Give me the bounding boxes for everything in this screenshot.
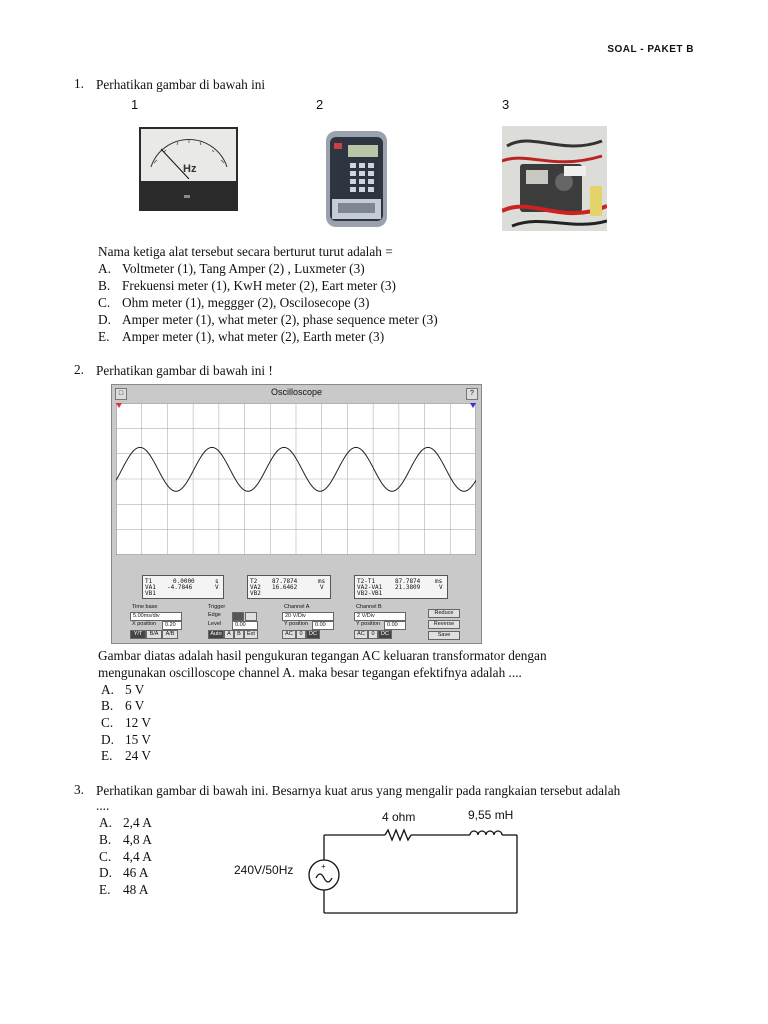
q2-description-line-2: mengunakan oscilloscope channel A. maka besar tegangan efektifnya adalah .... bbox=[98, 665, 522, 680]
channel-b-ypos-field[interactable]: 0.00 bbox=[384, 621, 406, 630]
channel-b-scale-field[interactable]: 2 V/Div bbox=[354, 612, 406, 621]
ba-button[interactable]: B/A bbox=[146, 630, 162, 639]
q1-option-c bbox=[98, 294, 369, 311]
option-letter: D. bbox=[101, 732, 114, 747]
option-letter: A. bbox=[101, 682, 114, 697]
option-text: Ohm meter (1), meggger (2), Oscilosecope (3) bbox=[122, 295, 370, 310]
resistor-label: 4 ohm bbox=[382, 810, 416, 824]
option-text: 4,8 A bbox=[123, 832, 152, 847]
reduce-button[interactable]: Reduce bbox=[428, 609, 460, 618]
rlc-circuit-diagram bbox=[230, 802, 530, 922]
page-header: SOAL - PAKET B bbox=[607, 44, 694, 55]
readout-key: VA1 bbox=[145, 584, 156, 591]
option-text: Amper meter (1), what meter (2), Earth meter (3) bbox=[122, 329, 385, 344]
option-text: 5 V bbox=[125, 682, 145, 697]
readout-value: 87.7874 bbox=[272, 578, 298, 585]
q1-option-b bbox=[98, 277, 396, 294]
frequency-meter-image bbox=[139, 127, 238, 211]
readout-key: VB2 bbox=[250, 590, 261, 597]
q3-option-d bbox=[99, 864, 149, 881]
readout-key: VB1 bbox=[145, 590, 156, 597]
option-letter: E. bbox=[99, 882, 111, 897]
q1-option-d bbox=[98, 311, 438, 328]
option-letter: E. bbox=[101, 748, 113, 763]
yt-button[interactable]: Y/T bbox=[130, 630, 146, 639]
channel-a-scale-field[interactable]: 20 V/Div bbox=[282, 612, 334, 621]
trigger-a-button[interactable]: A bbox=[224, 630, 234, 639]
option-letter: C. bbox=[98, 295, 111, 310]
option-text: 15 V bbox=[125, 732, 151, 747]
readout-value: -4.7846 bbox=[167, 584, 193, 591]
option-text: Amper meter (1), what meter (2), phase sequence meter (3) bbox=[122, 312, 438, 327]
option-letter: B. bbox=[99, 832, 112, 847]
readout-value: 87.7874 bbox=[395, 578, 421, 585]
edge-falling-button[interactable] bbox=[245, 612, 257, 621]
option-text: 48 A bbox=[123, 882, 149, 897]
q2-description-line-1: Gambar diatas adalah hasil pengukuran tegangan AC keluaran transformator dengan bbox=[98, 648, 547, 663]
q3-option-b bbox=[99, 831, 152, 848]
q2-option-a bbox=[101, 681, 144, 698]
inductor-symbol bbox=[470, 831, 502, 835]
option-text: 46 A bbox=[123, 865, 149, 880]
q3-number: 3. bbox=[74, 782, 84, 797]
channel-a-zero-button[interactable]: 0 bbox=[296, 630, 306, 639]
earth-tester-image bbox=[502, 126, 607, 231]
inductor-label: 9,55 mH bbox=[468, 808, 514, 822]
edge-label: Edge bbox=[208, 612, 221, 618]
q3-text-continuation: .... bbox=[96, 798, 110, 813]
oscilloscope-title: Oscilloscope bbox=[270, 387, 323, 397]
resistor-symbol bbox=[385, 830, 411, 840]
trigger-ext-button[interactable]: Ext bbox=[244, 630, 258, 639]
level-label: Level bbox=[208, 621, 222, 627]
q1-option-e bbox=[98, 328, 384, 345]
readout-unit: V bbox=[439, 584, 443, 591]
option-text: 24 V bbox=[125, 748, 151, 763]
readout-value: 16.6462 bbox=[272, 584, 298, 591]
channel-b-label: Channel B bbox=[356, 604, 382, 610]
edge-rising-button[interactable] bbox=[232, 612, 244, 621]
q1-prompt: Nama ketiga alat tersebut secara berturut turut adalah = bbox=[98, 244, 393, 259]
option-text: Voltmeter (1), Tang Amper (2) , Luxmeter (3) bbox=[122, 261, 365, 276]
q2-number: 2. bbox=[74, 362, 84, 377]
readout-key: T1 bbox=[145, 578, 153, 585]
q1-label-2: 2 bbox=[316, 97, 324, 112]
readout-t2 bbox=[247, 575, 331, 599]
q1-label-1: 1 bbox=[131, 97, 139, 112]
option-letter: C. bbox=[99, 849, 112, 864]
option-text: 6 V bbox=[125, 698, 145, 713]
q2-option-d bbox=[101, 731, 151, 748]
readout-unit: V bbox=[215, 584, 219, 591]
readout-t2-t1 bbox=[354, 575, 448, 599]
option-letter: B. bbox=[98, 278, 111, 293]
option-text: Frekuensi meter (1), KwH meter (2), Eart meter (3) bbox=[122, 278, 396, 293]
readout-value: 0.0000 bbox=[173, 578, 195, 585]
option-letter: A. bbox=[99, 815, 112, 830]
xpos-field[interactable]: 0.20 bbox=[162, 621, 182, 630]
readout-key: VA2 bbox=[250, 584, 261, 591]
q1-text: Perhatikan gambar di bawah ini bbox=[96, 77, 266, 92]
q2-text: Perhatikan gambar di bawah ini ! bbox=[96, 363, 273, 378]
trigger-b-button[interactable]: B bbox=[234, 630, 244, 639]
help-icon[interactable]: ? bbox=[466, 388, 478, 400]
option-letter: C. bbox=[101, 715, 114, 730]
save-button[interactable]: Save bbox=[428, 631, 460, 640]
readout-key: T2-T1 bbox=[357, 578, 376, 585]
kwh-meter-image bbox=[320, 127, 393, 233]
readout-t1 bbox=[142, 575, 224, 599]
q3-option-e bbox=[99, 881, 149, 898]
xpos-label: X position bbox=[132, 621, 157, 627]
q3-option-a bbox=[99, 814, 152, 831]
option-letter: D. bbox=[99, 865, 112, 880]
auto-button[interactable]: Auto bbox=[208, 630, 224, 639]
channel-a-label: Channel A bbox=[284, 604, 310, 610]
meter-unit-label: Hz bbox=[183, 163, 197, 175]
q3-option-c bbox=[99, 848, 152, 865]
q2-option-b bbox=[101, 697, 144, 714]
channel-a-ypos-label: Y position bbox=[284, 621, 309, 627]
channel-a-dc-button[interactable]: DC bbox=[306, 630, 320, 639]
channel-a-ypos-field[interactable]: 0.00 bbox=[312, 621, 334, 630]
q3-text: Perhatikan gambar di bawah ini. Besarnya kuat arus yang mengalir pada rangkaian tersebut adalah bbox=[96, 783, 621, 798]
option-letter: B. bbox=[101, 698, 114, 713]
readout-unit: s bbox=[215, 578, 219, 585]
timebase-field[interactable]: 5.00ms/div bbox=[130, 612, 182, 621]
option-letter: D. bbox=[98, 312, 111, 327]
trigger-label: Trigger bbox=[208, 604, 226, 610]
readout-unit: ms bbox=[435, 578, 443, 585]
q2-option-c bbox=[101, 714, 151, 731]
oscilloscope-window bbox=[111, 384, 482, 644]
option-text: 2,4 A bbox=[123, 815, 152, 830]
readout-key: VA2-VA1 bbox=[357, 584, 383, 591]
q1-label-3: 3 bbox=[502, 97, 510, 112]
readout-key: VB2-VB1 bbox=[357, 590, 383, 597]
readout-unit: V bbox=[320, 584, 324, 591]
readout-key: T2 bbox=[250, 578, 258, 585]
readout-value: 21.3809 bbox=[395, 584, 421, 591]
option-text: 4,4 A bbox=[123, 849, 152, 864]
source-plus-sign: + bbox=[321, 862, 326, 871]
option-letter: E. bbox=[98, 329, 110, 344]
q1-number: 1. bbox=[74, 76, 84, 91]
timebase-label: Time base bbox=[132, 604, 158, 610]
channel-a-ac-button[interactable]: AC bbox=[282, 630, 296, 639]
channel-b-ac-button[interactable]: AC bbox=[354, 630, 368, 639]
q2-option-e bbox=[101, 747, 151, 764]
source-label: 240V/50Hz bbox=[234, 863, 294, 877]
readout-unit: ms bbox=[318, 578, 326, 585]
oscilloscope-screen bbox=[116, 403, 476, 555]
reverse-button[interactable]: Reverse bbox=[428, 620, 460, 629]
channel-b-ypos-label: Y position bbox=[356, 621, 381, 627]
q1-option-a bbox=[98, 260, 365, 277]
ab-button[interactable]: A/B bbox=[162, 630, 178, 639]
option-letter: A. bbox=[98, 261, 111, 276]
window-menu-icon[interactable]: □ bbox=[115, 388, 127, 400]
channel-b-dc-button[interactable]: DC bbox=[378, 630, 392, 639]
option-text: 12 V bbox=[125, 715, 151, 730]
level-field[interactable]: 0.00 bbox=[232, 621, 258, 630]
channel-b-zero-button[interactable]: 0 bbox=[368, 630, 378, 639]
